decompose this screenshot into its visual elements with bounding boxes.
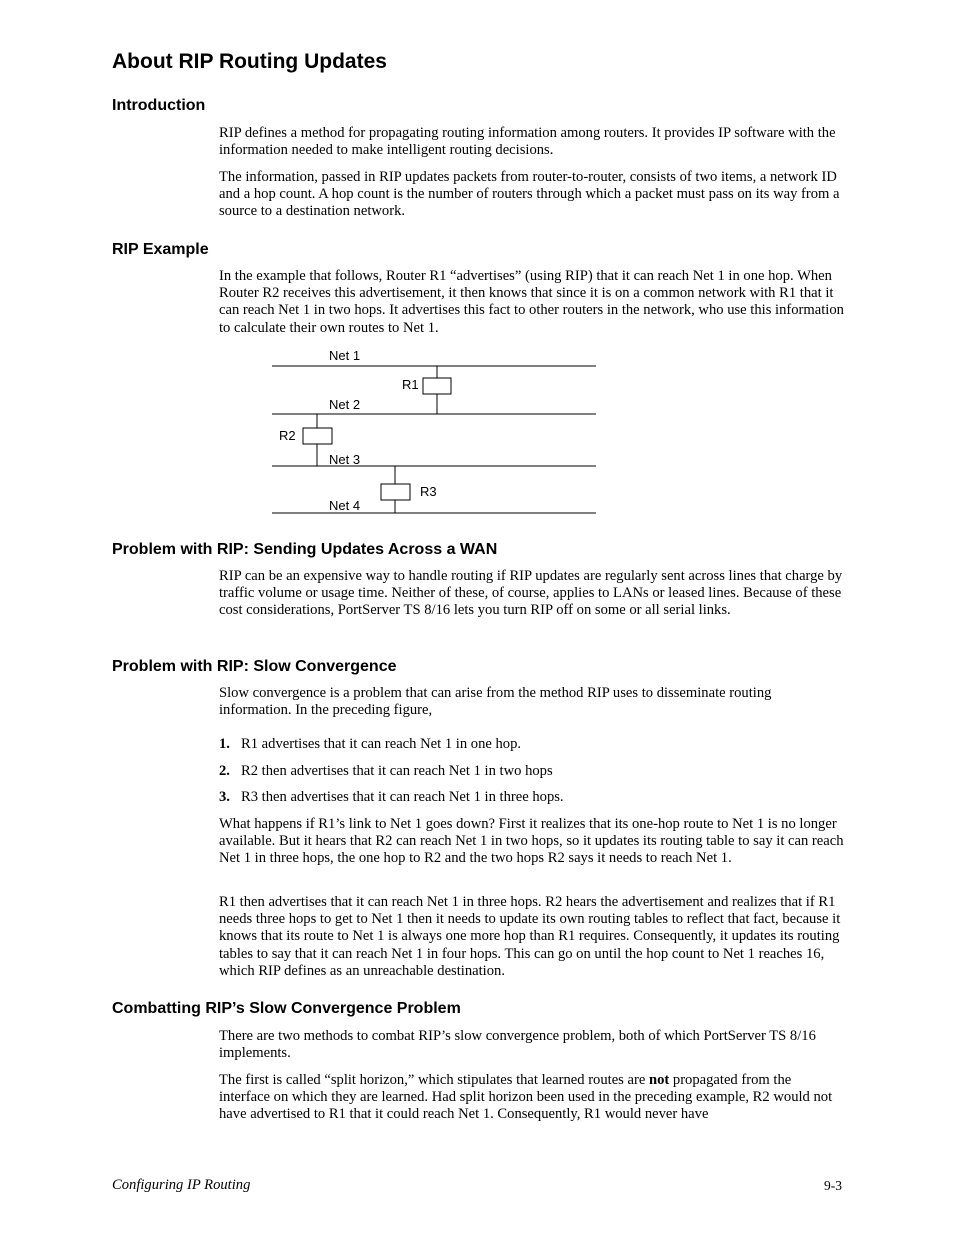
emphasis-not: not	[648, 1072, 670, 1088]
list-item	[219, 789, 844, 806]
router-r1-box	[423, 378, 451, 394]
section-heading-combatting: Combatting RIP’s Slow Convergence Problem	[112, 1000, 461, 1017]
list-item	[219, 763, 844, 780]
intro-paragraph-1: RIP defines a method for propagating routing information among routers. It provides IP software with the information needed to make intelligent routing decisions.	[219, 125, 836, 159]
combat-p2-start: The first is called “split horizon,” which stipulates that learned routes are	[219, 1072, 649, 1088]
section-heading-wan: Problem with RIP: Sending Updates Across a WAN	[112, 541, 498, 558]
footer-page-number: 9-3	[824, 1178, 842, 1193]
intro-paragraph-2: The information, passed in RIP updates packets from router-to-router, consists of two items, a network ID and a hop count. A hop count is the number of routers through which a packet must pass on its way from a source to a destination network.	[219, 169, 840, 220]
combat-paragraph-1: There are two methods to combat RIP’s slow convergence problem, both of which PortServer TS 8/16 implements.	[219, 1028, 816, 1062]
router-r2-label: R2	[279, 428, 296, 443]
list-text: R1 advertises that it can reach Net 1 in one hop.	[241, 736, 522, 752]
combat-p2-end: propagated from the interface on which they are learned. Had split horizon been used in the preceding example, R2 would not have advertised to R1 that it could reach Net 1. Consequently, R1 would never have	[219, 1072, 833, 1123]
page-title: About RIP Routing Updates	[112, 50, 387, 73]
slow-paragraph-3: R1 then advertises that it can reach Net 1 in three hops. R2 hears the advertisement and realizes that if R1 needs three hops to get to Net 1 then it needs to update its own routing tables to reflect that fact, because it knows that its route to Net 1 is always one more hop than R1 requires. Consequently, it updates its routing tables to say that it can reach Net 1 in four hops. This can go on until the hop count to Net 1 reaches 16, which RIP defines as an unreachable destination.	[219, 894, 841, 979]
slow-paragraph-1: Slow convergence is a problem that can arise from the method RIP uses to disseminate routing information. In the preceding figure,	[219, 685, 772, 719]
slow-paragraph-2: What happens if R1’s link to Net 1 goes down? First it realizes that its one-hop route to Net 1 is no longer available. But it hears that R2 can reach Net 1 in two hops, so it updates its routing table to say it can reach Net 1 in three hops, the one hop to R2 and the two hops R2 says it needs to reach Net 1.	[219, 816, 844, 867]
list-text: R3 then advertises that it can reach Net 1 in three hops.	[241, 789, 564, 805]
footer-chapter-title: Configuring IP Routing	[112, 1177, 251, 1193]
list-item	[219, 736, 844, 753]
router-r3-box	[381, 484, 410, 500]
net-2-label: Net 2	[329, 397, 361, 412]
router-r2-box	[303, 428, 332, 444]
section-heading-introduction: Introduction	[112, 97, 206, 114]
net-3-label: Net 3	[329, 452, 361, 467]
example-paragraph-1: In the example that follows, Router R1 “advertises” (using RIP) that it can reach Net 1 in one hop. When Router R2 receives this advertisement, it then knows that since it is on a common network with R1 that it can reach Net 1 in two hops. It advertises this fact to other routers in the network, who use this information to calculate their own routes to Net 1.	[219, 268, 844, 336]
rip-network-diagram	[268, 344, 600, 518]
list-text: R2 then advertises that it can reach Net 1 in two hops	[241, 763, 553, 779]
net-1-label: Net 1	[329, 348, 361, 363]
list-number: 2.	[219, 763, 230, 779]
list-number: 1.	[219, 736, 230, 752]
router-r1-label: R1	[402, 377, 419, 392]
wan-paragraph-1: RIP can be an expensive way to handle routing if RIP updates are regularly sent across lines that charge by traffic volume or usage time. Neither of these, of course, applies to LANs or leased lines. Because of these cost considerations, PortServer TS 8/16 lets you turn RIP off on some or all serial links.	[219, 568, 843, 619]
list-number: 3.	[219, 789, 230, 805]
net-4-label: Net 4	[329, 498, 361, 513]
section-heading-slow-convergence: Problem with RIP: Slow Convergence	[112, 658, 397, 675]
combat-paragraph-2	[219, 1072, 844, 1124]
section-heading-rip-example: RIP Example	[112, 241, 209, 258]
router-r3-label: R3	[420, 484, 437, 499]
